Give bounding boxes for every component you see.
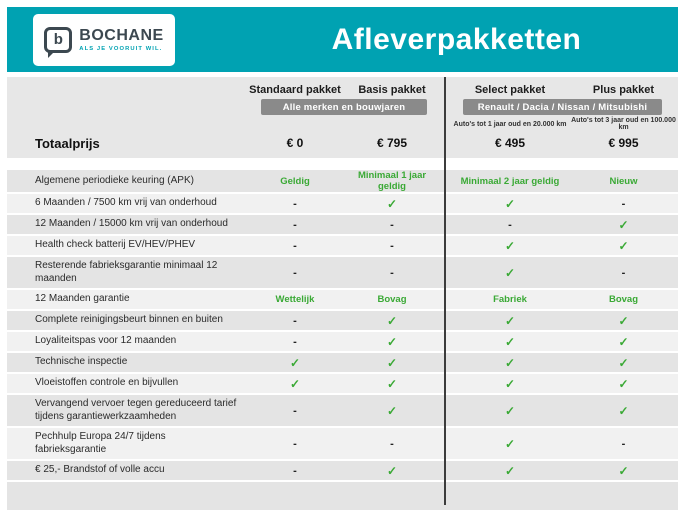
logo-tagline: ALS JE VOORUIT WIL.: [79, 45, 163, 52]
table-row: [7, 170, 678, 194]
row-label: 12 Maanden / 15000 km vrij van onderhoud: [35, 218, 228, 230]
total-price-standaard: € 0: [286, 136, 304, 150]
dash-mark: -: [390, 218, 394, 231]
table-row: [7, 428, 678, 461]
feature-value: Minimaal 1 jaar geldig: [357, 170, 427, 192]
feature-value: Nieuw: [609, 175, 638, 187]
check-icon: ✓: [618, 313, 629, 328]
feature-value: Wettelijk: [275, 294, 315, 305]
logo-icon-letter: b: [53, 31, 63, 48]
footer-band: [7, 482, 678, 510]
row-label: Technische inspectie: [35, 356, 128, 368]
table-row: [7, 461, 678, 482]
check-icon: ✓: [504, 403, 516, 418]
row-label: Complete reinigingsbeurt binnen en buiten: [35, 314, 223, 326]
total-price-label: Totaalprijs: [35, 135, 100, 151]
check-icon: ✓: [504, 376, 516, 391]
check-icon: ✓: [618, 463, 629, 478]
check-icon: ✓: [504, 196, 516, 211]
badge-cell-renault-group: [449, 99, 676, 115]
dash-mark: -: [621, 197, 626, 210]
page-title: Afleverpakketten: [331, 22, 582, 56]
table-row: [7, 257, 678, 290]
check-icon: ✓: [504, 355, 516, 370]
check-icon: ✓: [618, 334, 629, 349]
table-row: [7, 353, 678, 374]
check-icon: ✓: [504, 313, 516, 328]
row-label: Loyaliteitspas voor 12 maanden: [35, 335, 177, 347]
dash-mark: -: [621, 437, 626, 450]
dash-mark: -: [390, 239, 394, 252]
check-icon: ✓: [504, 436, 516, 451]
group-badge-renault-group: Renault / Dacia / Nissan / Mitsubishi: [463, 99, 662, 115]
dash-mark: -: [293, 197, 297, 210]
check-icon: ✓: [618, 238, 629, 253]
table-body: [7, 170, 678, 510]
dash-mark: -: [293, 404, 297, 417]
check-icon: ✓: [504, 334, 516, 349]
table-row: [7, 332, 678, 353]
check-icon: ✓: [289, 355, 301, 370]
row-label: 12 Maanden garantie: [35, 293, 130, 305]
bochane-logo: [33, 14, 175, 66]
check-icon: ✓: [386, 313, 398, 328]
column-header-row: [7, 84, 678, 96]
dash-mark: -: [293, 335, 297, 348]
total-price-basis: € 795: [376, 136, 408, 150]
group-badge-all-brands: Alle merken en bouwjaren: [261, 99, 427, 115]
subnote-plus: Auto's tot 3 jaar oud en 100.000 km: [571, 117, 676, 131]
dash-mark: -: [293, 464, 297, 477]
feature-value: Minimaal 2 jaar geldig: [460, 175, 560, 187]
column-header-standaard: Standaard pakket: [249, 84, 341, 96]
subnote-select: Auto's tot 1 jaar oud en 20.000 km: [453, 120, 567, 128]
row-label: Resterende fabrieksgarantie minimaal 12 maanden: [35, 260, 218, 284]
dash-mark: -: [621, 266, 626, 279]
feature-value: Bovag: [377, 294, 407, 305]
column-group-divider: [444, 77, 446, 505]
header-bar: [7, 7, 678, 72]
feature-rows: [7, 170, 678, 482]
check-icon: ✓: [386, 403, 398, 418]
check-icon: ✓: [618, 403, 629, 418]
check-icon: ✓: [618, 376, 629, 391]
table-row: [7, 374, 678, 395]
check-icon: ✓: [504, 463, 516, 478]
table-row: [7, 311, 678, 332]
check-icon: ✓: [504, 265, 516, 280]
feature-value: Geldig: [280, 175, 310, 187]
total-price-row: [7, 131, 678, 155]
dash-mark: -: [390, 437, 394, 450]
dash-mark: -: [293, 218, 297, 231]
table-row: [7, 395, 678, 428]
subnote-row: [7, 117, 678, 131]
table-row: [7, 194, 678, 215]
group-badge-row: [7, 99, 678, 115]
table-row: [7, 215, 678, 236]
check-icon: ✓: [386, 334, 398, 349]
check-icon: ✓: [504, 238, 516, 253]
check-icon: ✓: [618, 217, 629, 232]
dash-mark: -: [293, 266, 297, 279]
total-price-plus: € 995: [608, 136, 639, 150]
speech-bubble-b-icon: [44, 27, 72, 53]
dash-mark: -: [293, 437, 297, 450]
total-price-select: € 495: [494, 136, 526, 150]
feature-value: Bovag: [608, 294, 639, 305]
check-icon: ✓: [386, 463, 398, 478]
logo-text: [79, 27, 163, 52]
column-header-basis: Basis pakket: [358, 84, 426, 96]
table-header: [7, 77, 678, 158]
row-label: € 25,- Brandstof of volle accu: [35, 464, 165, 476]
check-icon: ✓: [289, 376, 301, 391]
dash-mark: -: [293, 239, 297, 252]
table-row: [7, 290, 678, 311]
column-header-select: Select pakket: [474, 84, 546, 96]
badge-cell-all-brands: [247, 99, 441, 115]
row-label: Algemene periodieke keuring (APK): [35, 174, 194, 186]
logo-brand: BOCHANE: [79, 27, 164, 45]
check-icon: ✓: [386, 376, 398, 391]
dash-mark: -: [508, 218, 512, 231]
row-label: Pechhulp Europa 24/7 tijdens fabrieksgarantie: [35, 431, 166, 455]
row-label: 6 Maanden / 7500 km vrij van onderhoud: [35, 197, 217, 209]
column-header-plus: Plus pakket: [592, 84, 655, 96]
dash-mark: -: [293, 314, 297, 327]
dash-mark: -: [390, 266, 394, 279]
check-icon: ✓: [618, 355, 629, 370]
table-row: [7, 236, 678, 257]
check-icon: ✓: [386, 196, 398, 211]
row-label: Vervangend vervoer tegen gereduceerd tarief tijdens garantiewerkzaamheden: [35, 398, 237, 422]
feature-value: Fabriek: [493, 294, 527, 305]
row-label: Vloeistoffen controle en bijvullen: [35, 377, 179, 389]
row-label: Health check batterij EV/HEV/PHEV: [35, 239, 196, 251]
check-icon: ✓: [386, 355, 398, 370]
